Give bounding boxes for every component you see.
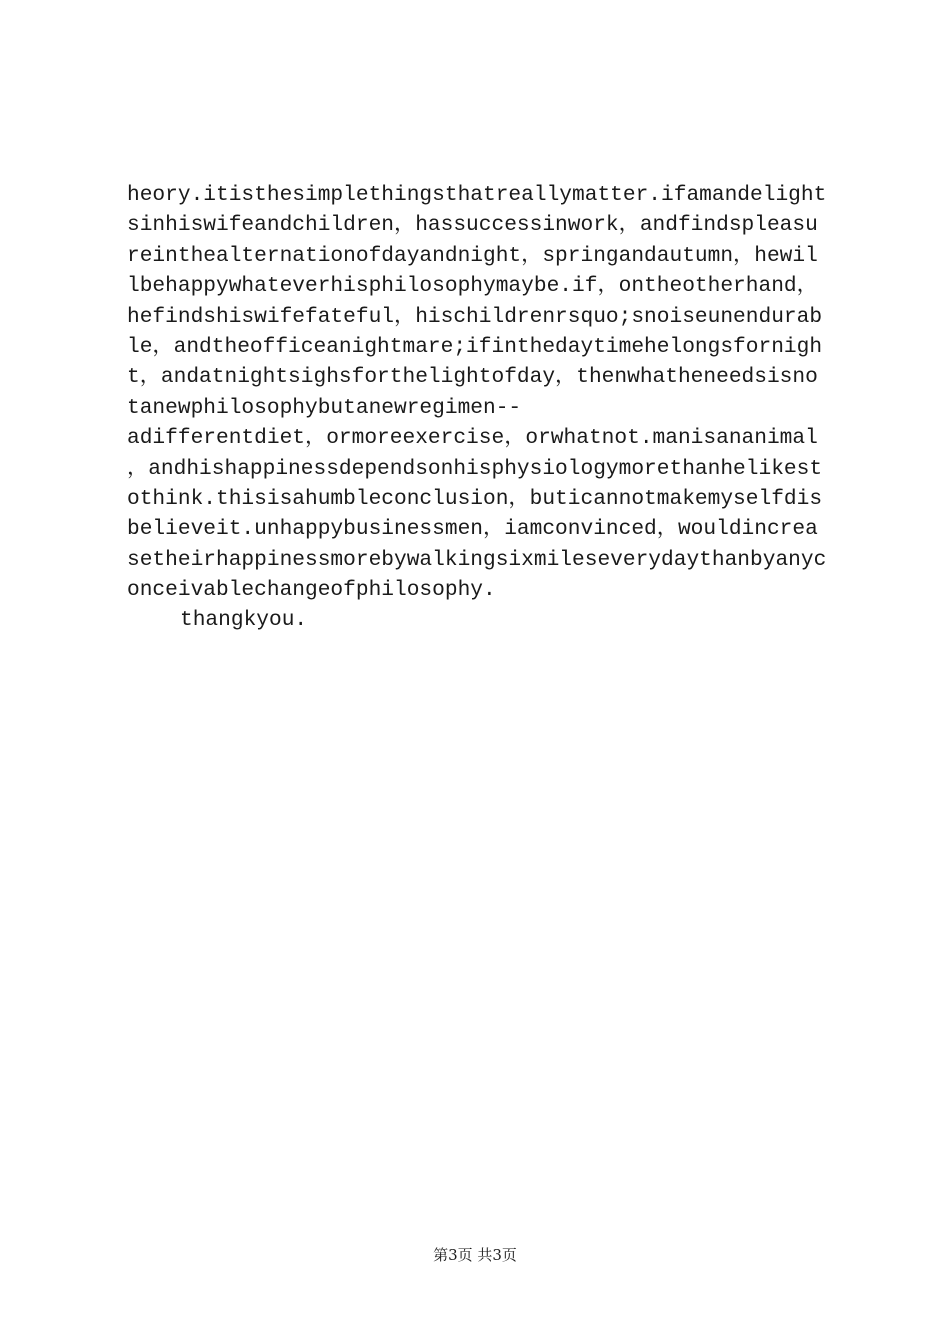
text-line: adifferentdiet，ormoreexercise，orwhatnot.manisananimal bbox=[127, 426, 818, 451]
text-line: t，andatnightsighsforthelightofday，thenwhatheneedsisno bbox=[127, 365, 818, 390]
text-line: setheirhappinessmorebywalkingsixmileseverydaythanbyanyc bbox=[127, 547, 827, 572]
text-line: le，andtheofficeanightmare;ifinthedaytimehelongsfornigh bbox=[127, 334, 823, 359]
text-line: reinthealternationofdayandnight，springandautumn，hewil bbox=[127, 243, 818, 268]
text-line: heory.itisthesimplethingsthatreallymatter.ifamandelight bbox=[127, 183, 827, 207]
text-line: onceivablechangeofphilosophy. bbox=[127, 578, 496, 603]
body-text bbox=[127, 180, 847, 636]
text-line: sinhiswifeandchildren，hassuccessinwork，andfindspleasu bbox=[127, 213, 818, 238]
text-line: lbehappywhateverhisphilosophymaybe.if，ontheotherhand， bbox=[127, 274, 818, 299]
closing-line: thangkyou. bbox=[180, 608, 308, 633]
text-line: othink.thisisahumbleconclusion，buticannotmakemyselfdis bbox=[127, 486, 823, 511]
text-line: hefindshiswifefateful，hischildrenrsquo;snoiseunendurab bbox=[127, 304, 823, 329]
text-line: ，andhishappinessdependsonhisphysiologymorethanhelikest bbox=[127, 456, 823, 481]
text-line: believeit.unhappybusinessmen，iamconvinced，wouldincrea bbox=[127, 517, 818, 542]
text-line: tanewphilosophybutanewregimen-- bbox=[127, 395, 522, 420]
page-number-footer: 第3页 共3页 bbox=[433, 1246, 517, 1264]
